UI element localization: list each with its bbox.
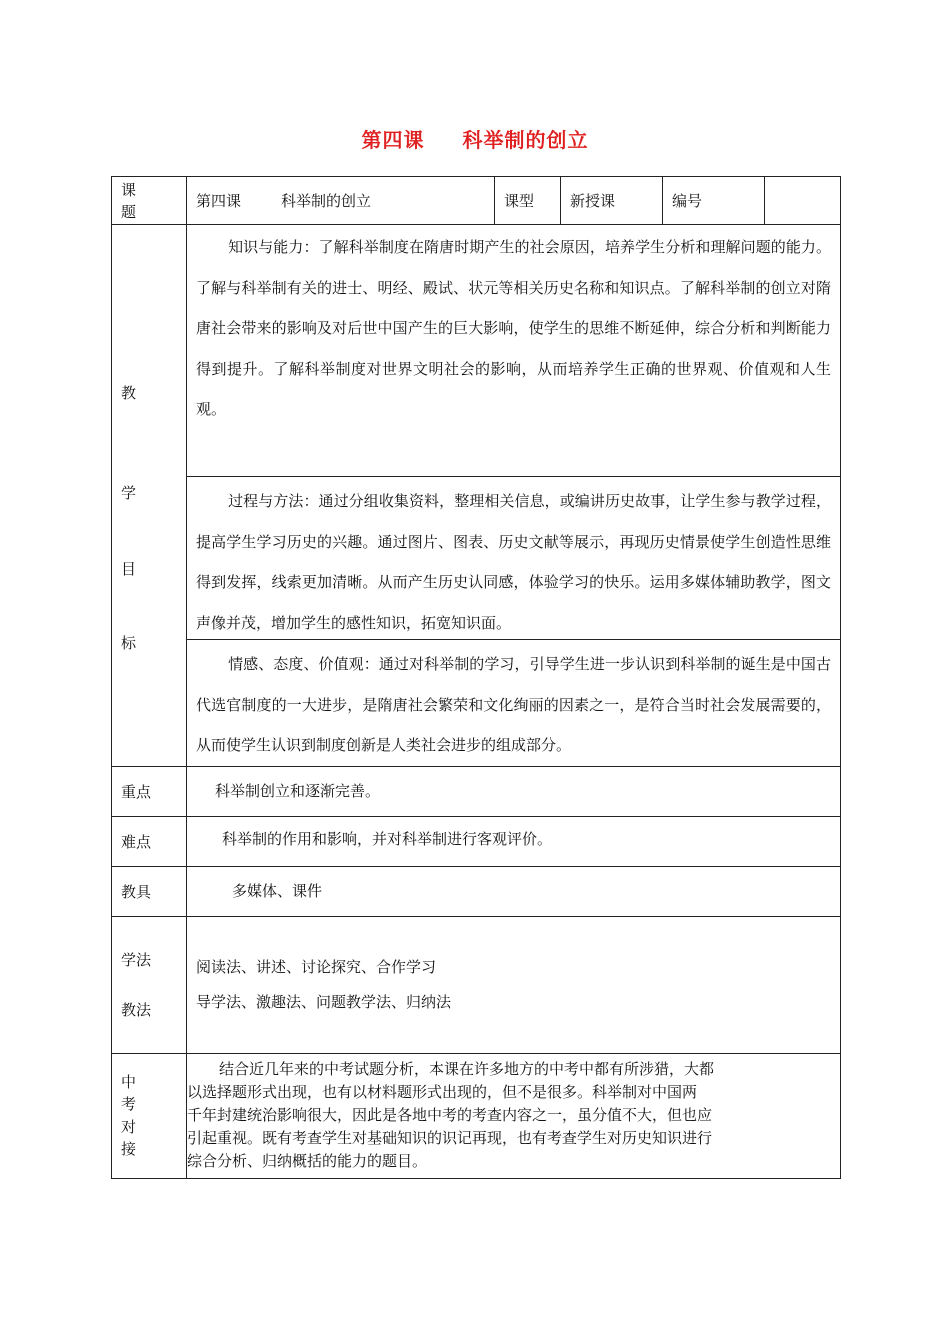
objectives-label-char-3: 目 xyxy=(121,560,137,578)
exam-label-char-1: 中 xyxy=(121,1072,137,1091)
tools-value: 多媒体、课件 xyxy=(187,866,841,916)
exam-line-1: 结合近几年来的中考试题分析，本课在许多地方的中考中都有所涉猎，大都 xyxy=(219,1060,715,1078)
subject-lesson-name: 科举制的创立 xyxy=(281,192,372,210)
difficulty-row xyxy=(112,816,841,866)
header-row xyxy=(112,177,841,225)
learning-methods: 阅读法、讲述、讨论探究、合作学习 xyxy=(196,957,437,976)
knowledge-objective: 知识与能力：了解科举制度在隋唐时期产生的社会原因，培养学生分析和理解问题的能力。了解与科举制有关的进士、明经、殿试、状元等相关历史名称和知识点。了解科举制的创立对隋唐社会带来的影响及对后世中国产生的巨大影响，使学生的思维不断延伸，综合分析和判断能力得到提升。了解科举制度对世界文明社会的影响，从而培养学生正确的世界观、价值观和人生观。 xyxy=(196,238,831,418)
exam-line-3: 千年封建统治影响很大，因此是各地中考的考查内容之一，虽分值不大，但也应 xyxy=(187,1106,713,1124)
emotion-objective: 情感、态度、价值观：通过对科举制的学习，引导学生进一步认识到科举制的诞生是中国古代选官制度的一大进步，是隋唐社会繁荣和文化绚丽的因素之一，是符合当时社会发展需要的，从而使学生认识到制度创新是人类社会进步的组成部分。 xyxy=(196,655,831,754)
objectives-label-char-2: 学 xyxy=(121,484,137,502)
exam-row xyxy=(112,1053,841,1178)
methods-label-cell xyxy=(112,916,187,1053)
page-title xyxy=(0,124,950,153)
methods-row xyxy=(112,916,841,1053)
learning-method-label: 学法 xyxy=(121,950,152,969)
objectives-label-char-4: 标 xyxy=(121,634,137,652)
lesson-plan-table xyxy=(111,176,841,1179)
teaching-method-label: 教法 xyxy=(121,1000,152,1019)
key-point-label: 重点 xyxy=(112,766,187,816)
number-value xyxy=(765,177,841,225)
subject-value-cell xyxy=(187,177,495,225)
objectives-label-cell xyxy=(112,225,187,767)
key-point-row xyxy=(112,766,841,816)
objectives-row xyxy=(112,225,841,767)
key-point-value: 科举制创立和逐渐完善。 xyxy=(187,766,841,816)
title-lesson-name: 科举制的创立 xyxy=(462,128,589,152)
exam-label-char-3: 对 xyxy=(121,1117,137,1136)
subject-label: 课题 xyxy=(121,180,137,221)
tools-row xyxy=(112,866,841,916)
objectives-content-cell xyxy=(187,225,841,767)
exam-content-cell xyxy=(187,1053,841,1178)
methods-content-cell xyxy=(187,916,841,1053)
number-label: 编号 xyxy=(663,177,765,225)
subject-label-cell xyxy=(112,177,187,225)
exam-line-4: 引起重视。既有考查学生对基础知识的识记再现，也有考查学生对历史知识进行 xyxy=(187,1129,713,1147)
exam-label-char-4: 接 xyxy=(121,1140,137,1158)
subject-lesson-number: 第四课 xyxy=(196,192,242,210)
exam-line-2: 以选择题形式出现，也有以材料题形式出现的，但不是很多。科举制对中国两 xyxy=(187,1083,698,1101)
teaching-methods: 导学法、激趣法、问题教学法、归纳法 xyxy=(196,992,452,1011)
process-objective: 过程与方法：通过分组收集资料，整理相关信息，或编讲历史故事，让学生参与教学过程，提高学生学习历史的兴趣。通过图片、图表、历史文献等展示，再现历史情景使学生创造性思维得到发挥，线索更加清晰。从而产生历史认同感，体验学习的快乐。运用多媒体辅助教学，图文声像并茂，增加学生的感性知识，拓宽知识面。 xyxy=(196,492,831,632)
exam-label-cell xyxy=(112,1053,187,1178)
difficulty-value: 科举制的作用和影响，并对科举制进行客观评价。 xyxy=(187,816,841,866)
type-value: 新授课 xyxy=(561,177,663,225)
exam-line-5: 综合分析、归纳概括的能力的题目。 xyxy=(187,1152,428,1170)
objectives-label-char-1: 教 xyxy=(121,384,137,402)
tools-label: 教具 xyxy=(112,866,187,916)
title-lesson-number: 第四课 xyxy=(361,128,425,152)
type-label: 课型 xyxy=(495,177,561,225)
difficulty-label: 难点 xyxy=(112,816,187,866)
exam-label-char-2: 考 xyxy=(121,1095,137,1113)
